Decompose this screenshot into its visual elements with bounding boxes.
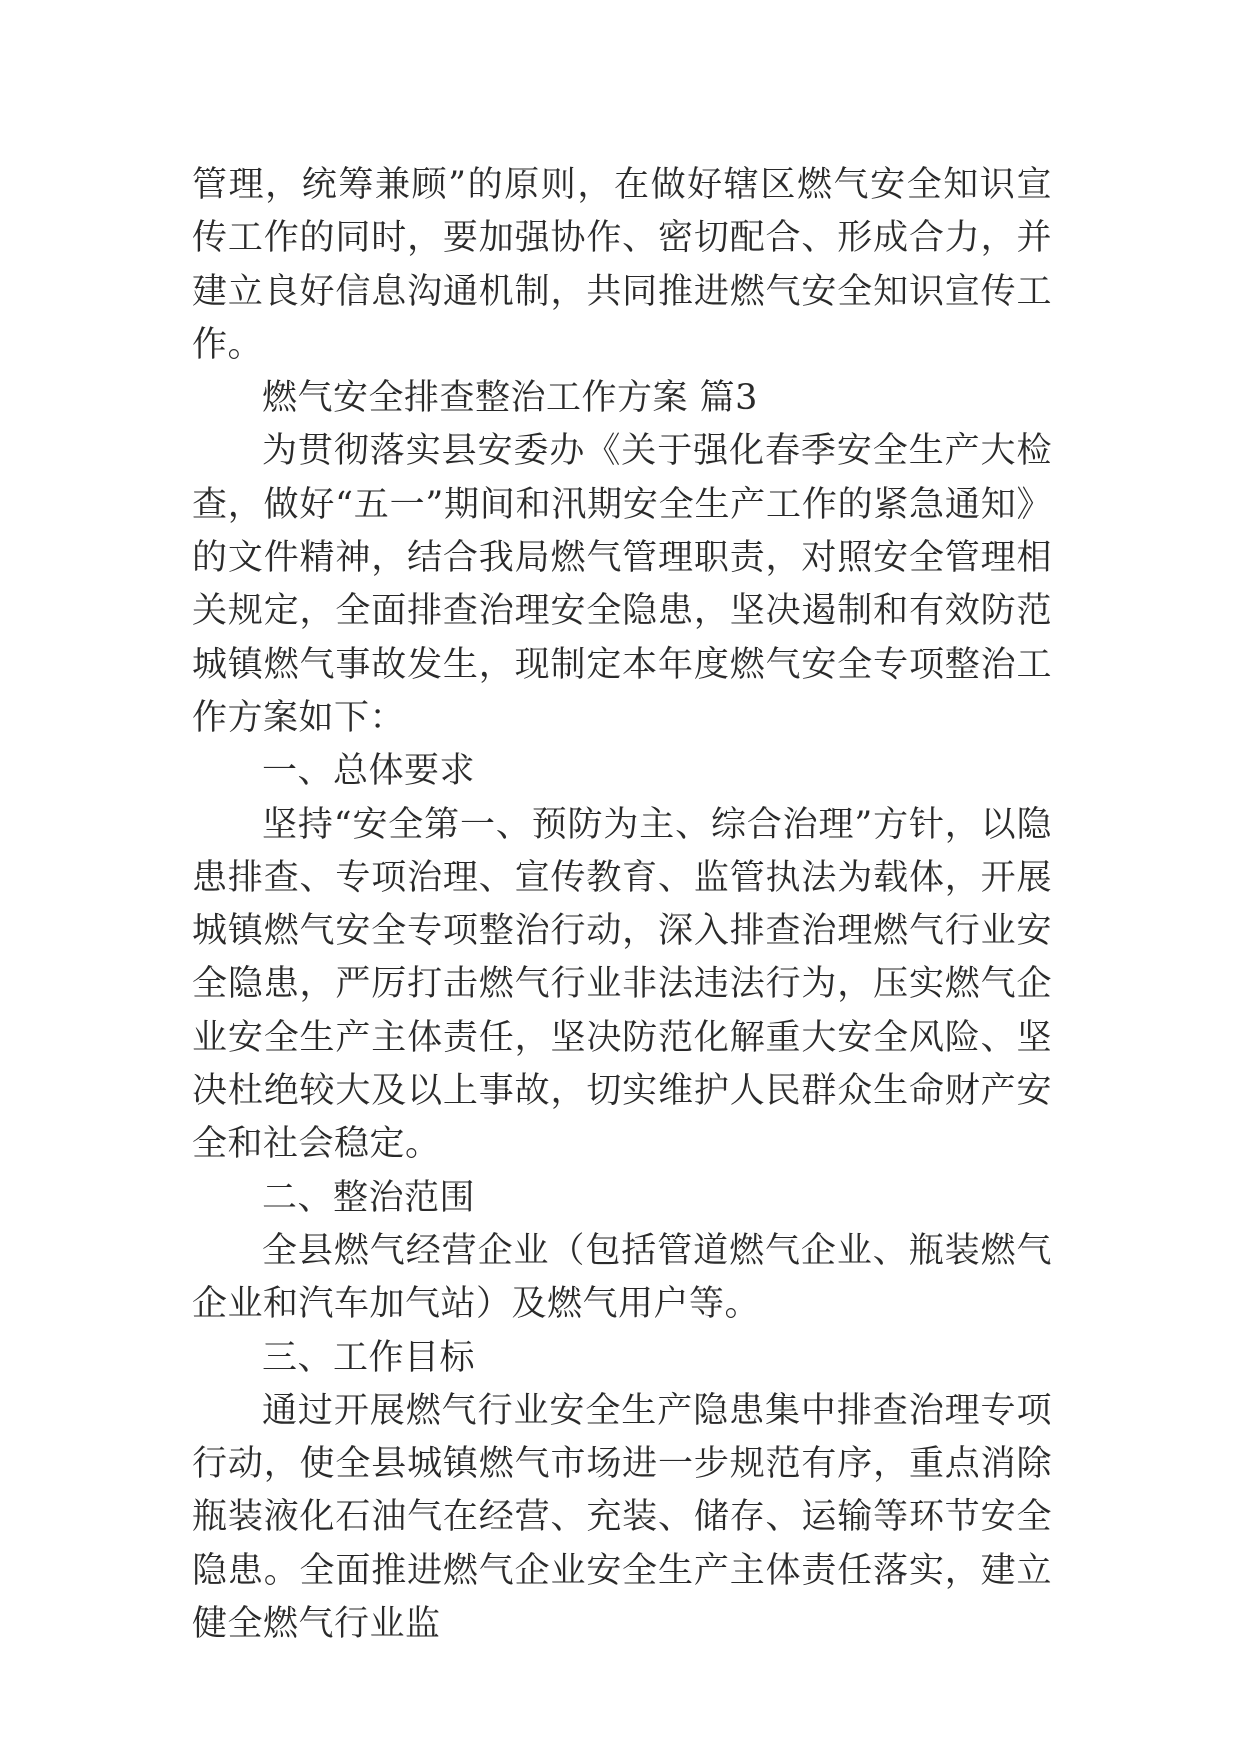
section-title: 燃气安全排查整治工作方案 篇3 (262, 378, 758, 419)
paragraph-scope: 全县燃气经营企业（包括管道燃气企业、瓶装燃气企业和汽车加气站）及燃气用户等。 (192, 1230, 1052, 1325)
heading-scope: 二、整治范围 (262, 1177, 476, 1218)
paragraph-intro-continuation: 管理，统筹兼顾”的原则，在做好辖区燃气安全知识宣传工作的同时，要加强协作、密切配合、形成合力，并建立良好信息沟通机制，共同推进燃气安全知识宣传工作。 (192, 165, 1052, 365)
paragraph-work-goals: 通过开展燃气行业安全生产隐患集中排查治理专项行动，使全县城镇燃气市场进一步规范有序，重点消除瓶装液化石油气在经营、充装、储存、运输等环节安全隐患。全面推进燃气企业安全生产主体责任落实，建立健全燃气行业监 (192, 1390, 1052, 1645)
document-body (192, 159, 1052, 1651)
heading-general-requirements: 一、总体要求 (262, 751, 476, 792)
heading-work-goals: 三、工作目标 (262, 1337, 476, 1378)
paragraph-purpose: 为贯彻落实县安委办《关于强化春季安全生产大检查，做好“五一”期间和汛期安全生产工作的紧急通知》的文件精神，结合我局燃气管理职责，对照安全管理相关规定，全面排查治理安全隐患，坚决遏制和有效防范城镇燃气事故发生，现制定本年度燃气安全专项整治工作方案如下： (192, 431, 1052, 738)
paragraph-general-requirements: 坚持“安全第一、预防为主、综合治理”方针，以隐患排查、专项治理、宣传教育、监管执法为载体，开展城镇燃气安全专项整治行动，深入排查治理燃气行业安全隐患，严厉打击燃气行业非法违法行为，压实燃气企业安全生产主体责任，坚决防范化解重大安全风险、坚决杜绝较大及以上事故，切实维护人民群众生命财产安全和社会稳定。 (192, 804, 1052, 1165)
